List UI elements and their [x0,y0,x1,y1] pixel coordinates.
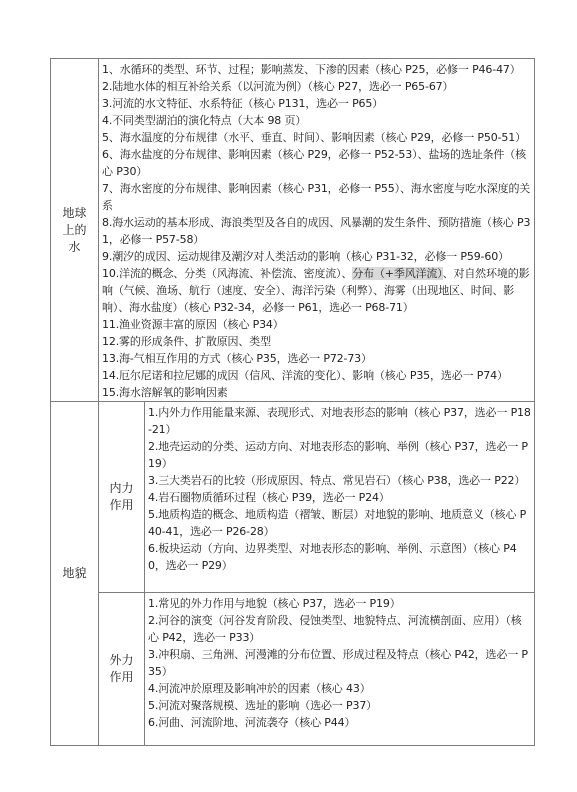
list-item: 2.陆地水体的相互补给关系（以河流为例）（核心 P27，选必一 P65-67） [102,80,454,93]
list-item: 1.内外力作用能量来源、表现形式、对地表形态的影响（核心 P37，选必一 P18-21） [148,406,531,436]
list-item: 4.不同类型湖泊的演化特点（大本 98 页） [102,114,307,127]
subcategory-label-external: 外力作用 [109,653,134,684]
section-row-water [51,59,535,402]
list-item: 7、海水密度的分布规律、影响因素（核心 P31，必修一 P55）、海水密度与吃水深度的关系 [102,182,531,212]
section-row-landform-external [51,593,535,746]
list-item: 13.海-气相互作用的方式（核心 P35，选必一 P72-73） [102,352,372,365]
list-item: 6、海水盐度的分布规律、影响因素（核心 P29，必修一 P52-53）、盐场的选址条件（核心 P30） [102,148,526,178]
list-item: 1.常见的外力作用与地貌（核心 P37，选必一 P19） [148,597,401,610]
list-item: 6.河曲、河流阶地、河流袭夺（核心 P44） [148,716,356,729]
subcategory-cell-internal [99,402,145,593]
items-cell-internal [145,402,535,593]
item-list-external [145,593,534,731]
list-item: 4.岩石圈物质循环过程（核心 P39，选必一 P24） [148,491,390,504]
list-item: 3.冲积扇、三角洲、河漫滩的分布位置、形成过程及特点（核心 P42，选必一 P35） [148,648,528,678]
items-cell-water [99,59,535,402]
list-item: 2.地壳运动的分类、运动方向、对地表形态的影响、举例（核心 P37，选必一 P19） [148,440,528,470]
subcategory-cell-external [99,593,145,746]
list-item: 5.河流对聚落规模、选址的影响（选必一 P37） [148,699,378,712]
list-item: 12.雾的形成条件、扩散原因、类型 [102,335,271,348]
category-cell-landform [51,402,99,746]
item-text: 10.洋流的概念、分类（风海流、补偿流、密度流）、 [102,267,353,280]
list-item: 2.河谷的演变（河谷发育阶段、侵蚀类型、地貌特点、河流横剖面、应用）（核心 P42，选必一 P33） [148,614,522,644]
list-item: 9.潮汐的成因、运动规律及潮汐对人类活动的影响（核心 P31-32，必修一 P59-60） [102,250,509,263]
subcategory-label-internal: 内力作用 [109,481,134,512]
category-label-landform: 地貌 [62,566,87,580]
highlighted-text: 分布（+季风洋流） [352,267,443,280]
list-item: 8.海水运动的基本形成、海浪类型及各自的成因、风暴潮的发生条件、预防措施（核心 P31，必修一 P57-58） [102,216,531,246]
category-cell-water [51,59,99,402]
list-item: 3.河流的水文特征、水系特征（核心 P131，选必一 P65） [102,97,384,110]
list-item: 3.三大类岩石的比较（形成原因、特点、常见岩石）（核心 P38，选必一 P22） [148,474,526,487]
list-item: 11.渔业资源丰富的原因（核心 P34） [102,318,284,331]
list-item: 5、海水温度的分布规律（水平、垂直、时间）、影响因素（核心 P29，必修一 P50-51） [102,131,526,144]
list-item [102,265,531,316]
list-item: 14.厄尔尼诺和拉尼娜的成因（信风、洋流的变化）、影响（核心 P35，选必一 P74） [102,369,508,382]
list-item: 1、水循环的类型、环节、过程；影响蒸发、下渗的因素（核心 P25，必修一 P46-47） [102,63,521,76]
list-item: 6.板块运动（方向、边界类型、对地表形态的影响、举例、示意图）（核心 P40，选必一 P29） [148,542,517,572]
items-cell-external [145,593,535,746]
item-list-water [99,59,534,401]
item-text: 、对自然环境的影响（气候、渔场、航行（速度、安全）、海洋污染（利弊）、海雾（出现地区、时间、影响）、海水盐度）（核心 P32-34，必修一 P61，选必一 P68-71） [102,267,530,314]
list-item: 5.地质构造的概念、地质构造（褶皱、断层）对地貌的影响、地质意义（核心 P40-41，选必一 P26-28） [148,508,527,538]
list-item: 4.河流冲於原理及影响冲於的因素（核心 43） [148,682,371,695]
section-row-landform-internal [51,402,535,593]
list-item: 15.海水溶解氧的影响因素 [102,386,228,399]
review-outline-table [50,58,535,746]
item-list-internal [145,402,534,574]
category-label-water: 地球上的水 [62,205,87,254]
